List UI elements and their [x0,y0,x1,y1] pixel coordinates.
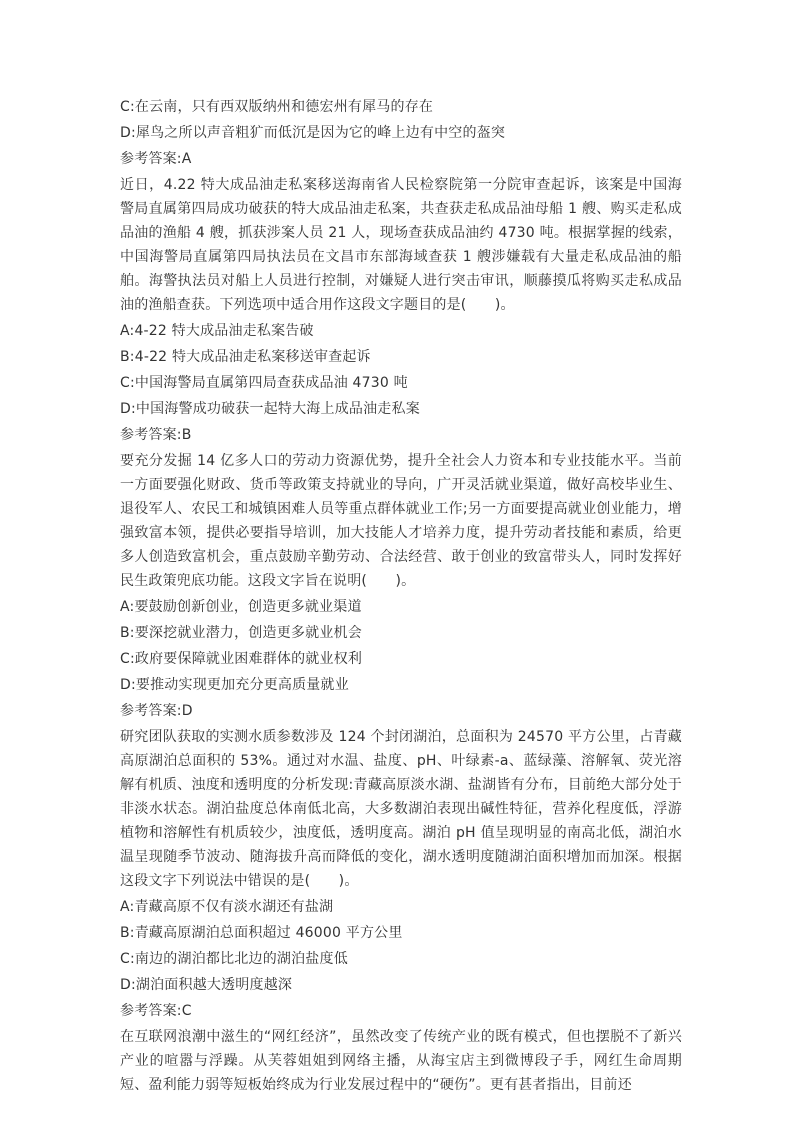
answer-option: B:要深挖就业潜力，创造更多就业机会 [120,625,362,641]
reference-answer: 参考答案:A [120,151,192,167]
question-paragraph: 近日，4.22 特大成品油走私案移送海南省人民检察院第一分院审查起诉，该案是中国海警局直属第四局成功破获的特大成品油走私案，共查获走私成品油母船 1 艘、购买走私成品油的渔船 4 艘，抓获涉案人员 21 人，现场查获成品油约 4730 吨。根据掌握的线索，中国海警局直属第四局执法员在文昌市东部海域查获 1 艘涉嫌载有大量走私成品油的船舶。海警执法员对船上人员进行控制，对嫌疑人进行突击审讯，顺藤摸瓜将购买走私成品油的渔船查获。下列选项中适合用作这段文字题目的是( )。 [120,177,682,313]
answer-option: C:中国海警局直属第四局查获成品油 4730 吨 [120,375,408,391]
answer-option: D:犀鸟之所以声音粗犷而低沉是因为它的峰上边有中空的盔突 [120,125,506,141]
answer-option: C:政府要保障就业困难群体的就业权利 [120,651,363,667]
answer-option: D:中国海警成功破获一起特大海上成品油走私案 [120,401,420,417]
answer-option: D:湖泊面积越大透明度越深 [120,977,293,993]
reference-answer: 参考答案:C [120,1003,192,1019]
answer-option: C:在云南，只有西双版纳州和德宏州有犀马的存在 [120,99,434,115]
question-paragraph: 在互联网浪潮中滋生的“网红经济”，虽然改变了传统产业的既有模式，但也摆脱不了新兴产业的喧嚣与浮躁。从芙蓉姐姐到网络主播，从海宝店主到微博段子手，网红生命周期短、盈利能力弱等短板始终成为行业发展过程中的“硬伤”。更有甚者指出，目前还 [120,1029,682,1093]
answer-option: B:4-22 特大成品油走私案移送审查起诉 [120,349,371,365]
document-body [120,95,682,1099]
reference-answer: 参考答案:D [120,703,193,719]
answer-option: A:要鼓励创新创业，创造更多就业渠道 [120,599,362,615]
answer-option: C:南边的湖泊都比北边的湖泊盐度低 [120,951,348,967]
question-paragraph: 要充分发掘 14 亿多人口的劳动力资源优势，提升全社会人力资本和专业技能水平。当前一方面要强化财政、货币等政策支持就业的导向，广开灵活就业渠道，做好高校毕业生、退役军人、农民工和城镇困难人员等重点群体就业工作;另一方面要提高就业创业能力，增强致富本领，提供必要指导培训，加大技能人才培养力度，提升劳动者技能和素质，给更多人创造致富机会，重点鼓励辛勤劳动、合法经营、敢于创业的致富带头人，同时发挥好民生政策兜底功能。这段文字旨在说明( )。 [120,453,682,589]
answer-option: D:要推动实现更加充分更高质量就业 [120,677,349,693]
answer-option: B:青藏高原湖泊总面积超过 46000 平方公里 [120,925,403,941]
answer-option: A:4-22 特大成品油走私案告破 [120,323,314,339]
answer-option: A:青藏高原不仅有淡水湖还有盐湖 [120,899,334,915]
reference-answer: 参考答案:B [120,427,192,443]
question-paragraph: 研究团队获取的实测水质参数涉及 124 个封闭湖泊，总面积为 24570 平方公里，占青藏高原湖泊总面积的 53%。通过对水温、盐度、pH、叶绿素-a、蓝绿藻、溶解氧、荧光溶解有机质、浊度和透明度的分析发现:青藏高原淡水湖、盐湖皆有分布，目前绝大部分处于非淡水状态。湖泊盐度总体南低北高，大多数湖泊表现出碱性特征，营养化程度低，浮游植物和溶解性有机质较少，浊度低，透明度高。湖泊 pH 值呈现明显的南高北低，湖泊水温呈现随季节波动、随海拔升高而降低的变化，湖水透明度随湖泊面积增加而加深。根据这段文字下列说法中错误的是( )。 [120,729,682,889]
